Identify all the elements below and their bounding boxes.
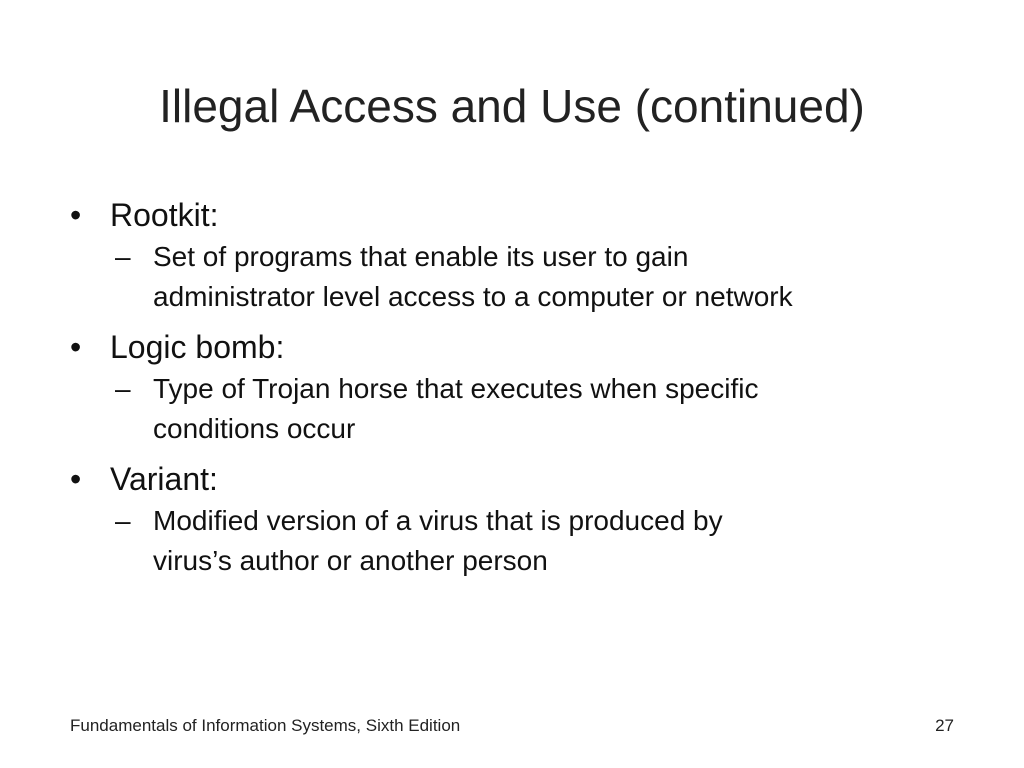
bullet-label: Rootkit: [110,197,219,233]
sub-bullet-line: virus’s author or another person [153,545,548,576]
bullet-group-logic-bomb [70,325,970,449]
bullet-item [70,457,970,501]
dash-marker: – [115,505,131,536]
bullet-list [70,193,970,589]
sub-bullet-text [153,237,970,317]
slide-title: Illegal Access and Use (continued) [159,80,865,132]
sub-bullet-line: administrator level access to a computer or network [153,281,793,312]
bullet-group-variant [70,457,970,581]
bullet-marker: • [70,329,82,365]
bullet-label: Logic bomb: [110,329,285,365]
bullet-marker: • [70,197,82,233]
dash-marker: – [115,241,131,272]
sub-bullet-item [115,369,970,449]
page-number: 27 [935,716,954,735]
sub-bullet-text [153,369,970,449]
sub-bullet-item [115,237,970,317]
bullet-marker: • [70,461,82,497]
sub-bullet-line: conditions occur [153,413,356,444]
sub-bullet-item [115,501,970,581]
bullet-item [70,193,970,237]
sub-bullet-text [153,501,970,581]
footer-book-title: Fundamentals of Information Systems, Sixth Edition [70,716,461,735]
bullet-group-rootkit [70,193,970,317]
sub-bullet-line: Set of programs that enable its user to gain [153,241,689,272]
bullet-item [70,325,970,369]
sub-bullet-line: Type of Trojan horse that executes when specific [153,373,759,404]
dash-marker: – [115,373,131,404]
bullet-label: Variant: [110,461,218,497]
sub-bullet-line: Modified version of a virus that is produced by [153,505,723,536]
